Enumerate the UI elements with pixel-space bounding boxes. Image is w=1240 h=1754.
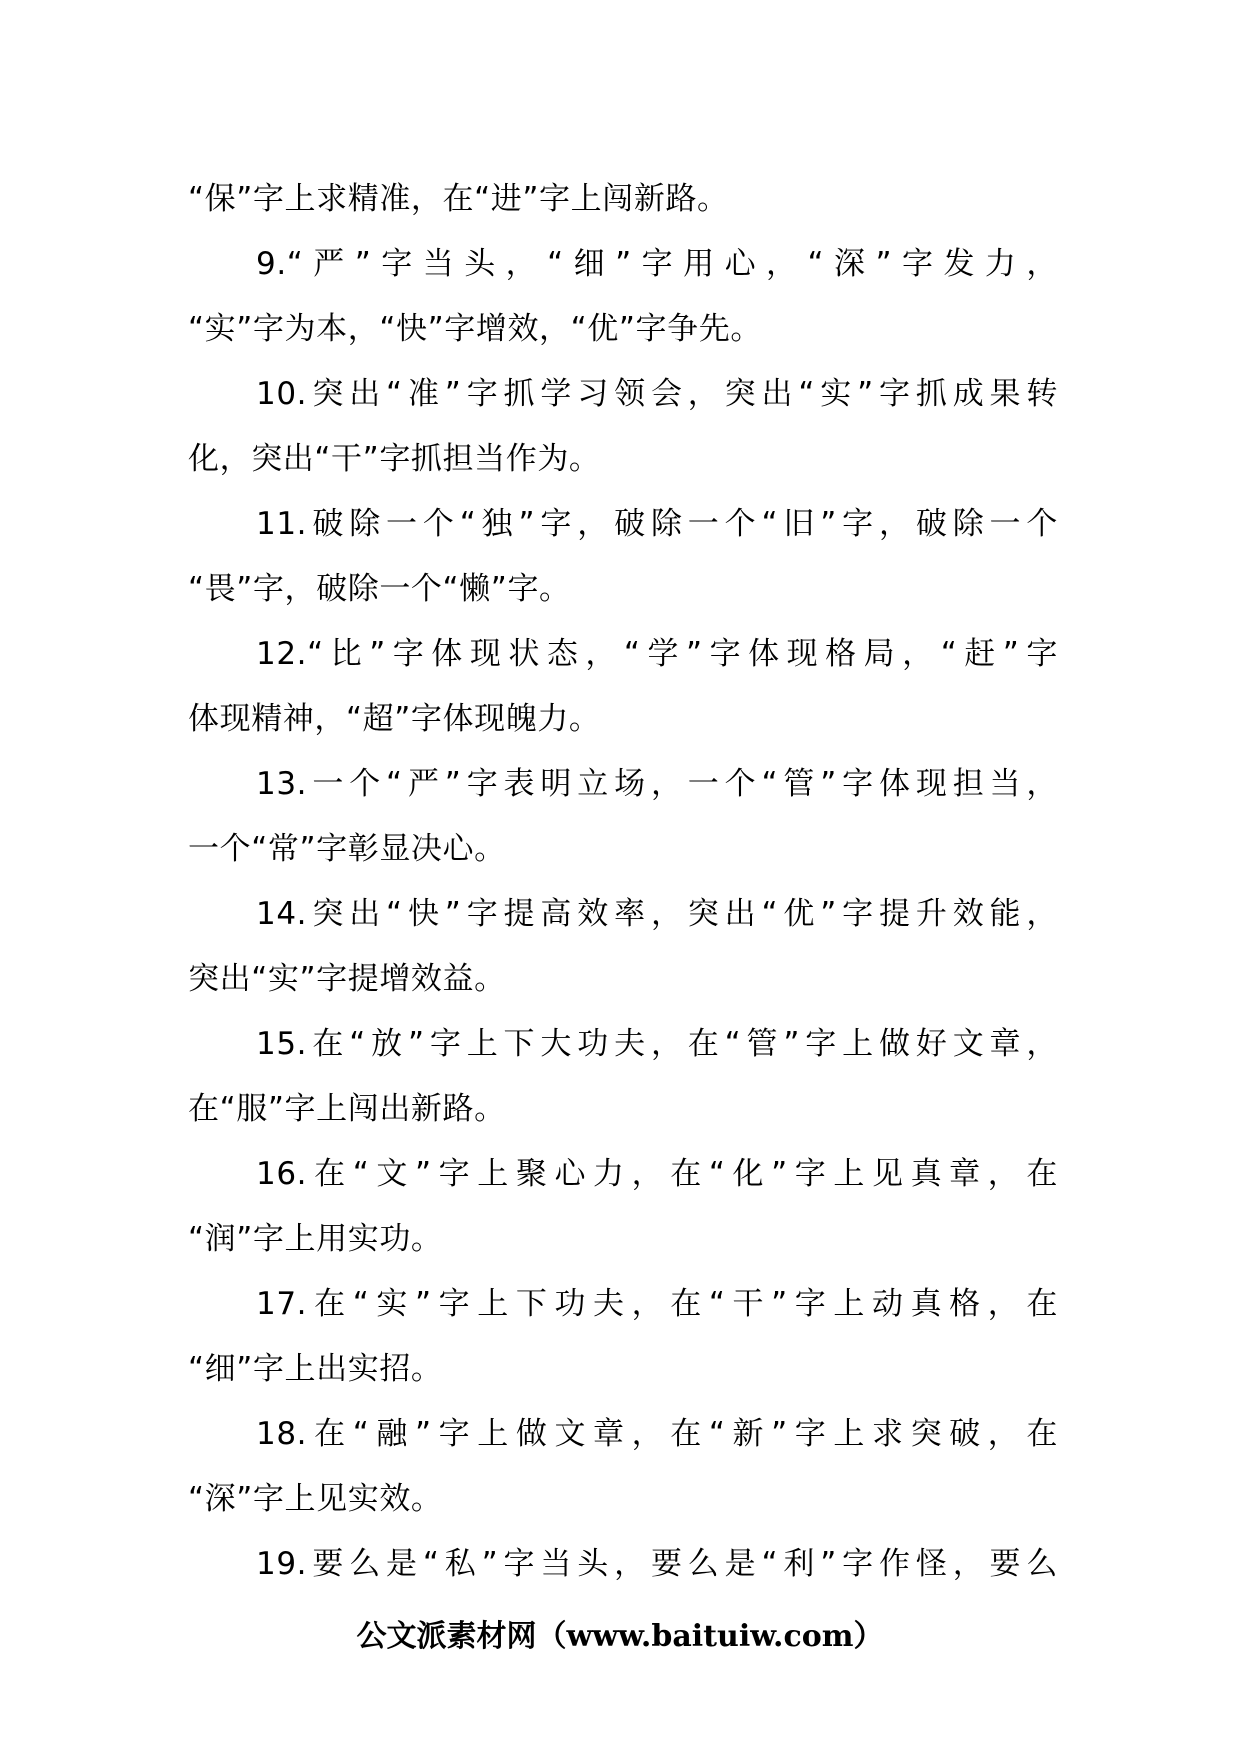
paragraph-line: 17.在“实”字上下功夫，在“干”字上动真格，在 bbox=[256, 1286, 1058, 1322]
paragraph-line: “细”字上出实招。 bbox=[188, 1351, 443, 1387]
paragraph-line: 19.要么是“私”字当头，要么是“利”字作怪，要么 bbox=[256, 1546, 1058, 1582]
paragraph-line: 9.“严”字当头，“细”字用心，“深”字发力， bbox=[256, 246, 1058, 282]
paragraph-line: “畏”字，破除一个“懒”字。 bbox=[188, 571, 571, 607]
paragraph-line: 15.在“放”字上下大功夫，在“管”字上做好文章， bbox=[256, 1026, 1058, 1062]
paragraph-line: “深”字上见实效。 bbox=[188, 1481, 443, 1517]
paragraph-line: “实”字为本，“快”字增效，“优”字争先。 bbox=[188, 311, 762, 347]
paragraph-line: 18.在“融”字上做文章，在“新”字上求突破，在 bbox=[256, 1416, 1058, 1452]
paragraph-line: 10.突出“准”字抓学习领会，突出“实”字抓成果转 bbox=[256, 376, 1058, 412]
paragraph-line: “润”字上用实功。 bbox=[188, 1221, 443, 1257]
paragraph-line: 化，突出“干”字抓担当作为。 bbox=[188, 441, 601, 477]
paragraph-line: 一个“常”字彰显决心。 bbox=[188, 831, 506, 867]
paragraph-line: 12.“比”字体现状态，“学”字体现格局，“赶”字 bbox=[256, 636, 1058, 672]
paragraph-line: 11.破除一个“独”字，破除一个“旧”字，破除一个 bbox=[256, 506, 1058, 542]
paragraph-line: 在“服”字上闯出新路。 bbox=[188, 1091, 506, 1127]
paragraph-line: “保”字上求精准，在“进”字上闯新路。 bbox=[188, 181, 729, 217]
paragraph-line: 16.在“文”字上聚心力，在“化”字上见真章，在 bbox=[256, 1156, 1058, 1192]
document-body bbox=[188, 167, 1058, 1597]
paragraph-line: 13.一个“严”字表明立场，一个“管”字体现担当， bbox=[256, 766, 1058, 802]
paragraph-line: 14.突出“快”字提高效率，突出“优”字提升效能， bbox=[256, 896, 1058, 932]
footer-watermark: 公文派素材网（www.baituiw.com） bbox=[356, 1619, 884, 1654]
paragraph-line: 突出“实”字提增效益。 bbox=[188, 961, 506, 997]
paragraph-line: 体现精神，“超”字体现魄力。 bbox=[188, 701, 601, 737]
